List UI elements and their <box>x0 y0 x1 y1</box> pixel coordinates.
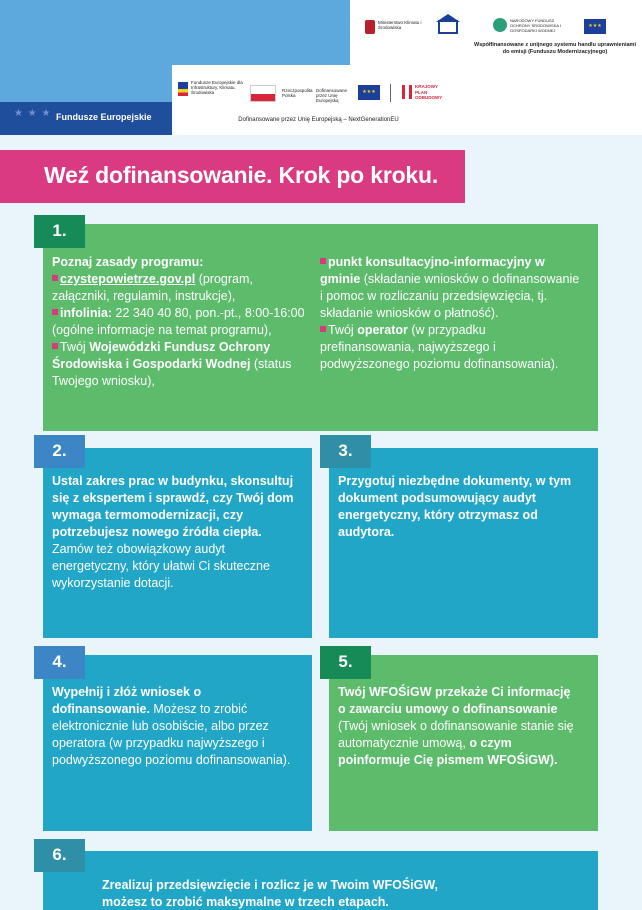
step-2-text <box>52 473 302 592</box>
bullet-icon <box>52 275 58 281</box>
poland-flag-icon <box>250 85 276 102</box>
step-3-bold: Przygotuj niezbędne dokumenty, w tym dokument podsumowujący audyt energetyczny, który otrzymasz od audytora. <box>338 474 572 539</box>
step-1-intro: Poznaj zasady programu: <box>52 255 204 269</box>
bullet-icon <box>52 343 58 349</box>
eagle-icon <box>365 20 375 34</box>
page-title: Weź dofinansowanie. Krok po kroku. <box>44 162 439 188</box>
step-1-left-text <box>52 254 310 390</box>
program-link-desc: (program, załączniki, regulamin, instrukcje), <box>52 272 253 303</box>
fundusze-europejskie-bar <box>0 102 172 135</box>
header-right-strip <box>465 65 642 135</box>
step-1-right-text <box>320 254 582 373</box>
step-4-bold: Wypełnij i złóż wniosek o dofinansowanie. <box>52 685 202 716</box>
program-link[interactable]: czystepowietrze.gov.pl <box>60 272 196 286</box>
step-3-text <box>338 473 574 541</box>
wfos-name: Wojewódzki Fundusz Ochrony Środowiska i Gospodarki Wodnej <box>52 340 271 371</box>
page-title-bar <box>0 150 465 203</box>
kpo-icon <box>402 85 412 99</box>
infolinia-label: infolinia: <box>60 306 113 320</box>
step-4-badge: 4. <box>34 646 85 679</box>
step-5-bold-1: Twój WFOŚiGW przekaże Ci informację o zawarciu umowy o dofinansowanie <box>338 685 571 716</box>
step-4-text <box>52 684 302 769</box>
fe-logo-icon <box>178 82 188 96</box>
eu-stars-icon: ★ ★ ★ <box>14 108 52 119</box>
wfos-desc: (status Twojego wniosku), <box>52 357 292 388</box>
operator-label: operator <box>357 323 408 337</box>
nextgen-text: Dofinansowane przez Unię Europejską – NextGenerationEU <box>238 117 399 123</box>
infolinia-desc: 22 340 40 80, pon.-pt., 8:00-16:00 (ogólne informacje na temat programu), <box>52 306 305 337</box>
step-1-badge: 1. <box>34 215 85 248</box>
step-5-text <box>338 684 574 769</box>
bullet-icon <box>320 326 326 332</box>
kpo-text: KRAJOWY PLAN ODBUDOWY <box>415 84 443 100</box>
punkt-konsultacyjny: punkt konsultacyjno-informacyjny w gminie <box>320 255 545 286</box>
nfos-globe-icon <box>493 18 507 32</box>
punkt-desc: (składanie wniosków o dofinansowanie i pomoc w rozliczaniu przedsięwzięcia, tj. składanie wniosków o płatność). <box>320 272 580 320</box>
bullet-icon <box>320 258 326 264</box>
house-roof-icon <box>436 14 460 22</box>
house-icon <box>438 20 458 34</box>
step-5-badge: 5. <box>320 646 371 679</box>
step-6-bold: Zrealizuj przedsięwzięcie i rozlicz je w Twoim WFOŚiGW, możesz to zrobić maksymalne w trzech etapach. <box>102 878 438 909</box>
funds-label: Fundusze Europejskie <box>56 112 152 122</box>
eu-flag-icon: ★★★ <box>584 19 606 34</box>
logo-strip-mid <box>172 65 465 135</box>
wfos-prefix: Twój <box>60 340 90 354</box>
step-6-badge: 6. <box>34 839 85 872</box>
step-5-rest: (Twój wniosek o dofinansowanie stanie się automatycznie umową, <box>338 719 574 750</box>
operator-desc: (w przypadku prefinansowania, najwyższego i podwyższonego poziomu dofinansowania). <box>320 323 559 371</box>
step-2-bold: Ustal zakres prac w budynku, skonsultuj się z ekspertem i sprawdź, czy Twój dom wymaga termomodernizacji, czy potrzebujesz nowego źródła ciepła. <box>52 474 294 539</box>
logo-divider <box>390 84 391 102</box>
eu-flag-icon-2: ★★★ <box>358 85 380 100</box>
cofinanced-top-text: Współfinansowane z unijnego systemu handlu uprawnieniami do emisji (Funduszu Modernizacyjnego) <box>474 42 636 55</box>
step-4-rest: Możesz to zrobić elektronicznie lub osobiście, albo przez operatora (w przypadku najwyższego i podwyższonego poziomu dofinansowania). <box>52 702 291 767</box>
fe-logo-text: Fundusze Europejskie dla Infrastruktury, Klimatu, Środowiska <box>191 80 243 95</box>
step-2-rest: Zamów też obowiązkowy audyt energetyczny, który ułatwi Ci skuteczne wykorzystanie dotacji. <box>52 542 270 590</box>
bullet-icon <box>52 309 58 315</box>
step-5-bold-2: o czym poinformuje Cię pismem WFOŚiGW). <box>338 736 558 767</box>
operator-prefix: Twój <box>328 323 358 337</box>
ministry-logo <box>365 18 425 38</box>
ministry-name: Ministerstwo Klimatu i Środowiska <box>378 20 422 30</box>
logo-strip-top <box>350 0 642 65</box>
nfos-name: NARODOWY FUNDUSZ OCHRONY ŚRODOWISKA I GOSPODARKI WODNEJ <box>510 18 562 33</box>
step-3-badge: 3. <box>320 435 371 468</box>
step-6-text <box>102 877 482 910</box>
step-2-badge: 2. <box>34 435 85 468</box>
rp-text: Rzeczpospolita Polska <box>282 88 313 98</box>
eu-cofinanced-text: Dofinansowane przez Unię Europejską <box>316 88 348 103</box>
